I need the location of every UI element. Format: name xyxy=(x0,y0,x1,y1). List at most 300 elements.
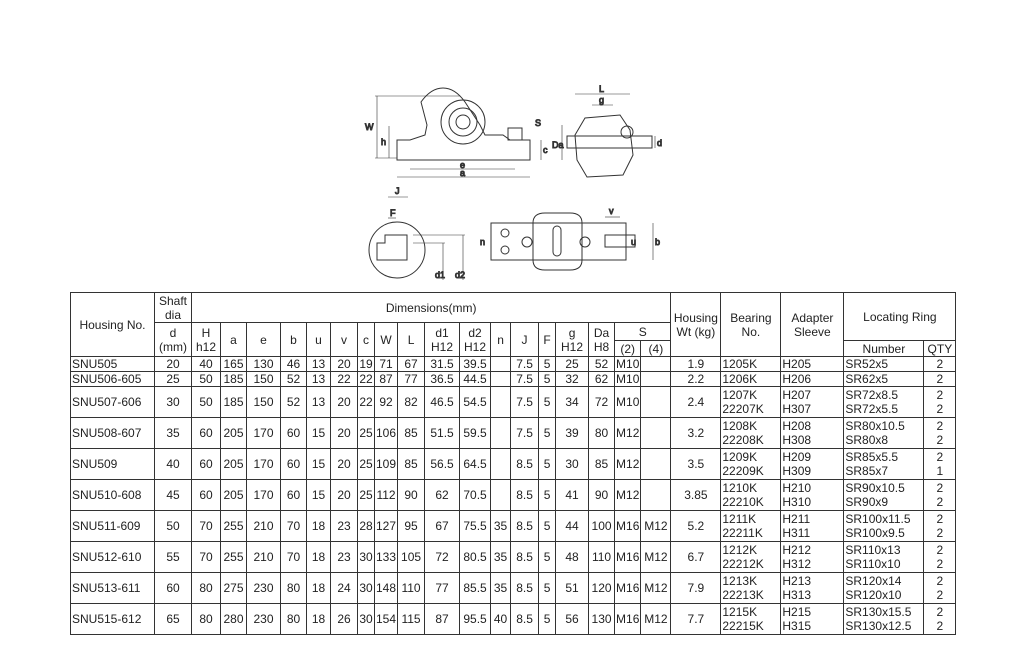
cell-s4 xyxy=(641,357,671,372)
adapter-value: H313 xyxy=(782,588,812,602)
label-F: F xyxy=(390,208,396,218)
header-e: e xyxy=(247,323,281,357)
cell-da: 100 xyxy=(589,511,615,542)
header-locating-ring: Locating Ring xyxy=(844,293,956,341)
cell-v: 24 xyxy=(331,573,358,604)
cell-housing: SNU511-609 xyxy=(71,511,155,542)
cell-housing: SNU506-605 xyxy=(71,372,155,387)
adapter-value: H309 xyxy=(782,464,812,478)
cell-b: 52 xyxy=(281,387,307,418)
header-j: J xyxy=(511,323,539,357)
cell-f: 5 xyxy=(539,357,556,372)
cell-n xyxy=(491,357,511,372)
cell-ring xyxy=(844,418,924,449)
ring-value: SR72x8.5 xyxy=(845,388,899,402)
front-view-drawing xyxy=(365,88,548,178)
cell-j: 8.5 xyxy=(511,573,539,604)
cell-h: 60 xyxy=(192,449,221,480)
qty-value: 2 xyxy=(936,433,944,447)
cell-j: 7.5 xyxy=(511,418,539,449)
adapter-value: H312 xyxy=(782,557,812,571)
cell-housing: SNU509 xyxy=(71,449,155,480)
cell-h: 60 xyxy=(192,480,221,511)
label-a: a xyxy=(460,168,466,178)
label-b: b xyxy=(655,237,661,247)
table-row xyxy=(71,542,956,573)
cell-adapter xyxy=(781,449,844,480)
ring-value: SR130x15.5 xyxy=(845,605,912,619)
cell-j: 8.5 xyxy=(511,449,539,480)
cell-v: 22 xyxy=(331,372,358,387)
adapter-value: H215 xyxy=(782,605,812,619)
label-J: J xyxy=(395,186,400,196)
cell-wt: 2.4 xyxy=(671,387,721,418)
cell-wt: 5.2 xyxy=(671,511,721,542)
header-shaft-dia: Shaft dia xyxy=(155,293,192,323)
cell-d1: 31.5 xyxy=(425,357,460,372)
adapter-value: H209 xyxy=(782,450,812,464)
label-d1: d1 xyxy=(435,270,446,280)
cell-housing: SNU515-612 xyxy=(71,604,155,635)
qty-value: 2 xyxy=(936,574,944,588)
cell-bearing xyxy=(721,542,781,573)
qty-value: 1 xyxy=(936,464,944,478)
cell-v: 20 xyxy=(331,357,358,372)
top-view-drawing xyxy=(480,206,660,270)
cell-l: 105 xyxy=(398,542,425,573)
label-L: L xyxy=(599,84,605,94)
cell-n xyxy=(491,387,511,418)
cell-d1: 72 xyxy=(425,542,460,573)
cell-s2: M10 xyxy=(615,387,641,418)
cell-d2: 75.5 xyxy=(460,511,491,542)
cell-s4 xyxy=(641,480,671,511)
cell-wt: 3.85 xyxy=(671,480,721,511)
header-v: v xyxy=(331,323,358,357)
bearing-value: 1206K xyxy=(722,372,758,386)
plummer-block-drawings xyxy=(355,80,665,285)
cell-u: 13 xyxy=(307,357,331,372)
bearing-value: 1215K xyxy=(722,605,758,619)
cell-h: 70 xyxy=(192,511,221,542)
table-row xyxy=(71,449,956,480)
label-W: W xyxy=(365,122,374,132)
cell-qty xyxy=(924,418,956,449)
cell-housing: SNU507-606 xyxy=(71,387,155,418)
cell-qty xyxy=(924,357,956,372)
cell-housing: SNU508-607 xyxy=(71,418,155,449)
cell-d: 30 xyxy=(155,387,192,418)
cell-housing: SNU512-610 xyxy=(71,542,155,573)
cell-u: 18 xyxy=(307,573,331,604)
bearing-value: 22209K xyxy=(722,464,764,478)
qty-value: 2 xyxy=(936,619,944,633)
cell-v: 20 xyxy=(331,387,358,418)
cell-c: 19 xyxy=(359,357,373,371)
cell-d1: 67 xyxy=(425,511,460,542)
qty-value: 2 xyxy=(936,357,944,371)
cell-u: 15 xyxy=(307,418,331,449)
header-d2: d2 H12 xyxy=(460,323,491,357)
adapter-value: H210 xyxy=(782,481,812,495)
header-housing-no: Housing No. xyxy=(71,293,155,357)
cell-ring xyxy=(844,372,924,387)
cell-l: 90 xyxy=(398,480,425,511)
cell-g: 51 xyxy=(556,573,589,604)
cell-l: 77 xyxy=(398,372,425,387)
table-row xyxy=(71,511,956,542)
cell-bearing xyxy=(721,418,781,449)
cell-u: 15 xyxy=(307,449,331,480)
ring-value: SR80x10.5 xyxy=(845,419,905,433)
cell-e: 150 xyxy=(247,372,281,387)
cell-d2: 44.5 xyxy=(460,372,491,387)
table-row xyxy=(71,480,956,511)
cell-u: 15 xyxy=(307,480,331,511)
cell-g: 39 xyxy=(556,418,589,449)
cell-g: 30 xyxy=(556,449,589,480)
header-f: F xyxy=(539,323,556,357)
cell-l: 115 xyxy=(398,604,425,635)
cell-ring xyxy=(844,542,924,573)
cell-w: 112 xyxy=(375,480,398,511)
cell-s4 xyxy=(641,372,671,387)
bearing-value: 1205K xyxy=(722,357,758,371)
cell-w: 87 xyxy=(375,372,398,387)
header-da: Da H8 xyxy=(589,323,615,357)
cell-bearing xyxy=(721,449,781,480)
cell-f: 5 xyxy=(539,573,556,604)
cell-h: 60 xyxy=(192,418,221,449)
qty-value: 2 xyxy=(936,388,944,402)
cell-d: 20 xyxy=(155,357,192,372)
cell-a: 280 xyxy=(221,604,247,635)
cell-a: 165 xyxy=(221,357,247,372)
cell-e: 230 xyxy=(247,604,281,635)
cell-g: 48 xyxy=(556,542,589,573)
header-s-2: (2) xyxy=(615,341,641,357)
cell-u: 18 xyxy=(307,542,331,573)
cell-b: 60 xyxy=(281,480,307,511)
cell-ring xyxy=(844,387,924,418)
label-d: d xyxy=(657,138,663,148)
cell-da: 110 xyxy=(589,542,615,573)
cell-ring xyxy=(844,449,924,480)
ring-value: SR85x7 xyxy=(845,464,889,478)
cell-v: 20 xyxy=(331,449,358,480)
header-g: g H12 xyxy=(556,323,589,357)
cell-s2: M12 xyxy=(615,418,641,449)
cell-b: 70 xyxy=(281,511,307,542)
table-row xyxy=(71,573,956,604)
cell-a: 255 xyxy=(221,511,247,542)
ring-value: SR52x5 xyxy=(845,357,889,371)
cell-n xyxy=(491,418,511,449)
bearing-value: 1209K xyxy=(722,450,758,464)
label-e: e xyxy=(460,160,466,170)
cell-d2: 54.5 xyxy=(460,387,491,418)
cell-w: 148 xyxy=(375,573,398,604)
cell-w: 127 xyxy=(375,511,398,542)
cell-bearing xyxy=(721,511,781,542)
ring-value: SR120x14 xyxy=(845,574,902,588)
cell-c: 28 xyxy=(358,511,375,542)
cell-v: 23 xyxy=(331,542,358,573)
cell-wt: 1.9 xyxy=(671,357,721,372)
adapter-value: H207 xyxy=(782,388,812,402)
cell-f: 5 xyxy=(539,604,556,635)
cell-a: 205 xyxy=(221,449,247,480)
ring-value: SR130x12.5 xyxy=(845,619,912,633)
cell-n xyxy=(491,372,511,387)
ring-value: SR72x5.5 xyxy=(845,402,899,416)
cell-d1: 77 xyxy=(425,573,460,604)
cell-u: 18 xyxy=(307,604,331,635)
cell-e: 150 xyxy=(247,387,281,418)
header-a: a xyxy=(221,323,247,357)
cell-f: 5 xyxy=(539,511,556,542)
bearing-value: 22211K xyxy=(722,526,763,540)
cell-l: 85 xyxy=(398,418,425,449)
cell-da: 52 xyxy=(589,357,615,372)
cell-qty xyxy=(924,480,956,511)
cell-w: 71 xyxy=(375,357,398,372)
ring-value: SR90x10.5 xyxy=(845,481,905,495)
cell-d2: 59.5 xyxy=(460,418,491,449)
cell-adapter xyxy=(781,387,844,418)
cell-c: 30 xyxy=(358,542,375,573)
cell-h: 50 xyxy=(192,387,221,418)
cell-n: 40 xyxy=(491,604,511,635)
adapter-value: H310 xyxy=(782,495,812,509)
bearing-value: 1212K xyxy=(722,543,758,557)
cell-d2: 64.5 xyxy=(460,449,491,480)
cell-adapter xyxy=(781,511,844,542)
cell-j: 8.5 xyxy=(511,604,539,635)
adapter-value: H208 xyxy=(782,419,812,433)
cell-s4 xyxy=(641,418,671,449)
bearing-value: 1210K xyxy=(722,481,758,495)
cell-g: 41 xyxy=(556,480,589,511)
cell-f: 5 xyxy=(539,387,556,418)
cell-w: 92 xyxy=(375,387,398,418)
cell-c: 22 xyxy=(359,372,373,386)
label-v: v xyxy=(609,206,614,216)
label-c: c xyxy=(543,145,548,155)
cell-d: 25 xyxy=(155,372,192,387)
cell-c: 25 xyxy=(358,449,375,480)
cell-qty xyxy=(924,387,956,418)
qty-value: 2 xyxy=(936,372,944,386)
housing-spec-table xyxy=(70,292,956,635)
cell-g: 34 xyxy=(556,387,589,418)
cell-h: 80 xyxy=(192,573,221,604)
cell-bearing xyxy=(721,604,781,635)
cell-h: 70 xyxy=(192,542,221,573)
cell-qty xyxy=(924,573,956,604)
cell-n xyxy=(491,480,511,511)
cell-n xyxy=(491,449,511,480)
qty-value: 2 xyxy=(936,543,944,557)
cell-c: 22 xyxy=(358,387,375,418)
cell-w: 133 xyxy=(375,542,398,573)
cell-u: 18 xyxy=(307,511,331,542)
cell-d1: 56.5 xyxy=(425,449,460,480)
cell-h: 40 xyxy=(192,357,221,372)
cell-v: 26 xyxy=(331,604,358,635)
cell-qty xyxy=(924,604,956,635)
qty-value: 2 xyxy=(936,526,944,540)
cell-s2: M16 xyxy=(615,573,641,604)
cell-s2: M12 xyxy=(615,449,641,480)
cell-bearing xyxy=(721,387,781,418)
cell-l: 95 xyxy=(398,511,425,542)
table-row xyxy=(71,357,956,372)
label-g: g xyxy=(599,95,605,105)
cell-s2: M10 xyxy=(616,372,640,386)
cell-bearing xyxy=(721,573,781,604)
cell-adapter xyxy=(781,418,844,449)
header-u: u xyxy=(307,323,331,357)
cell-wt: 7.9 xyxy=(671,573,721,604)
cell-d: 45 xyxy=(155,480,192,511)
cell-ring xyxy=(844,573,924,604)
cell-ring xyxy=(844,511,924,542)
cell-v: 20 xyxy=(331,480,358,511)
cell-housing: SNU505 xyxy=(71,357,155,372)
bearing-value: 1211K xyxy=(722,512,757,526)
cell-w: 106 xyxy=(375,418,398,449)
cell-h: 50 xyxy=(192,372,221,387)
cell-s4: M12 xyxy=(641,542,671,573)
cell-d2: 80.5 xyxy=(460,542,491,573)
cell-g: 32 xyxy=(556,372,589,387)
cell-a: 185 xyxy=(221,372,247,387)
header-dimensions: Dimensions(mm) xyxy=(192,293,671,323)
adapter-value: H213 xyxy=(782,574,812,588)
cell-d2: 70.5 xyxy=(460,480,491,511)
bearing-value: 22213K xyxy=(722,588,764,602)
header-adapter-sleeve: Adapter Sleeve xyxy=(781,293,844,357)
cell-d: 50 xyxy=(155,511,192,542)
cell-adapter xyxy=(781,573,844,604)
seal-detail-drawing xyxy=(369,186,465,280)
cell-d2: 95.5 xyxy=(460,604,491,635)
cell-u: 13 xyxy=(307,372,331,387)
label-Da: Da xyxy=(552,140,564,150)
cell-d1: 87 xyxy=(425,604,460,635)
header-s: S xyxy=(615,323,671,341)
cell-s2: M10 xyxy=(616,357,640,371)
cell-w: 154 xyxy=(375,604,398,635)
bearing-value: 1207K xyxy=(722,388,758,402)
cell-adapter xyxy=(781,357,844,372)
cell-da: 120 xyxy=(589,573,615,604)
label-S: S xyxy=(535,118,542,128)
cell-e: 170 xyxy=(247,418,281,449)
header-c: c xyxy=(358,323,375,357)
table-row xyxy=(71,372,956,387)
cell-da: 130 xyxy=(589,604,615,635)
cell-b: 60 xyxy=(281,418,307,449)
cell-s2: M12 xyxy=(615,480,641,511)
cell-e: 170 xyxy=(247,480,281,511)
table-row xyxy=(71,418,956,449)
cell-ring xyxy=(844,480,924,511)
cell-a: 185 xyxy=(221,387,247,418)
cell-j: 8.5 xyxy=(511,511,539,542)
cell-j: 8.5 xyxy=(511,542,539,573)
bearing-value: 22207K xyxy=(722,402,764,416)
qty-value: 2 xyxy=(936,450,944,464)
cell-b: 46 xyxy=(281,357,307,372)
cell-s4: M12 xyxy=(641,573,671,604)
bearing-value: 22208K xyxy=(722,433,764,447)
cell-f: 5 xyxy=(539,418,556,449)
cell-g: 44 xyxy=(556,511,589,542)
cell-wt: 7.7 xyxy=(671,604,721,635)
cell-a: 205 xyxy=(221,418,247,449)
cell-n: 35 xyxy=(491,573,511,604)
label-d2: d2 xyxy=(455,270,466,280)
cell-e: 130 xyxy=(247,357,281,372)
header-housing-wt: Housing Wt (kg) xyxy=(671,293,721,357)
cell-wt: 3.5 xyxy=(671,449,721,480)
cell-s4 xyxy=(641,449,671,480)
cell-qty xyxy=(924,372,956,387)
header-s-4: (4) xyxy=(641,341,671,357)
adapter-value: H315 xyxy=(782,619,812,633)
header-b: b xyxy=(281,323,307,357)
ring-value: SR110x10 xyxy=(845,557,901,571)
label-u: u xyxy=(631,237,637,247)
cell-j: 8.5 xyxy=(511,480,539,511)
cell-housing: SNU513-611 xyxy=(71,573,155,604)
cell-adapter xyxy=(781,542,844,573)
cell-qty xyxy=(924,511,956,542)
header-w: W xyxy=(375,323,398,357)
cell-a: 205 xyxy=(221,480,247,511)
table-row xyxy=(71,387,956,418)
cell-s2: M16 xyxy=(615,542,641,573)
ring-value: SR110x13 xyxy=(845,543,901,557)
cell-d1: 46.5 xyxy=(425,387,460,418)
cell-v: 23 xyxy=(331,511,358,542)
cell-e: 170 xyxy=(247,449,281,480)
bearing-value: 1208K xyxy=(722,419,758,433)
ring-value: SR100x11.5 xyxy=(845,512,911,526)
qty-value: 2 xyxy=(936,419,944,433)
cell-housing: SNU510-608 xyxy=(71,480,155,511)
cell-f: 5 xyxy=(539,372,556,387)
header-n: n xyxy=(491,323,511,357)
cell-h: 80 xyxy=(192,604,221,635)
cell-d: 35 xyxy=(155,418,192,449)
cell-c: 30 xyxy=(358,573,375,604)
cell-b: 80 xyxy=(281,573,307,604)
cell-l: 67 xyxy=(398,357,425,372)
cell-qty xyxy=(924,542,956,573)
bearing-value: 22210K xyxy=(722,495,764,509)
cell-e: 210 xyxy=(247,542,281,573)
cell-adapter xyxy=(781,604,844,635)
cell-l: 82 xyxy=(398,387,425,418)
cell-j: 7.5 xyxy=(511,372,539,387)
cell-d1: 51.5 xyxy=(425,418,460,449)
cell-a: 255 xyxy=(221,542,247,573)
label-n: n xyxy=(480,237,486,247)
ring-value: SR85x5.5 xyxy=(845,450,899,464)
